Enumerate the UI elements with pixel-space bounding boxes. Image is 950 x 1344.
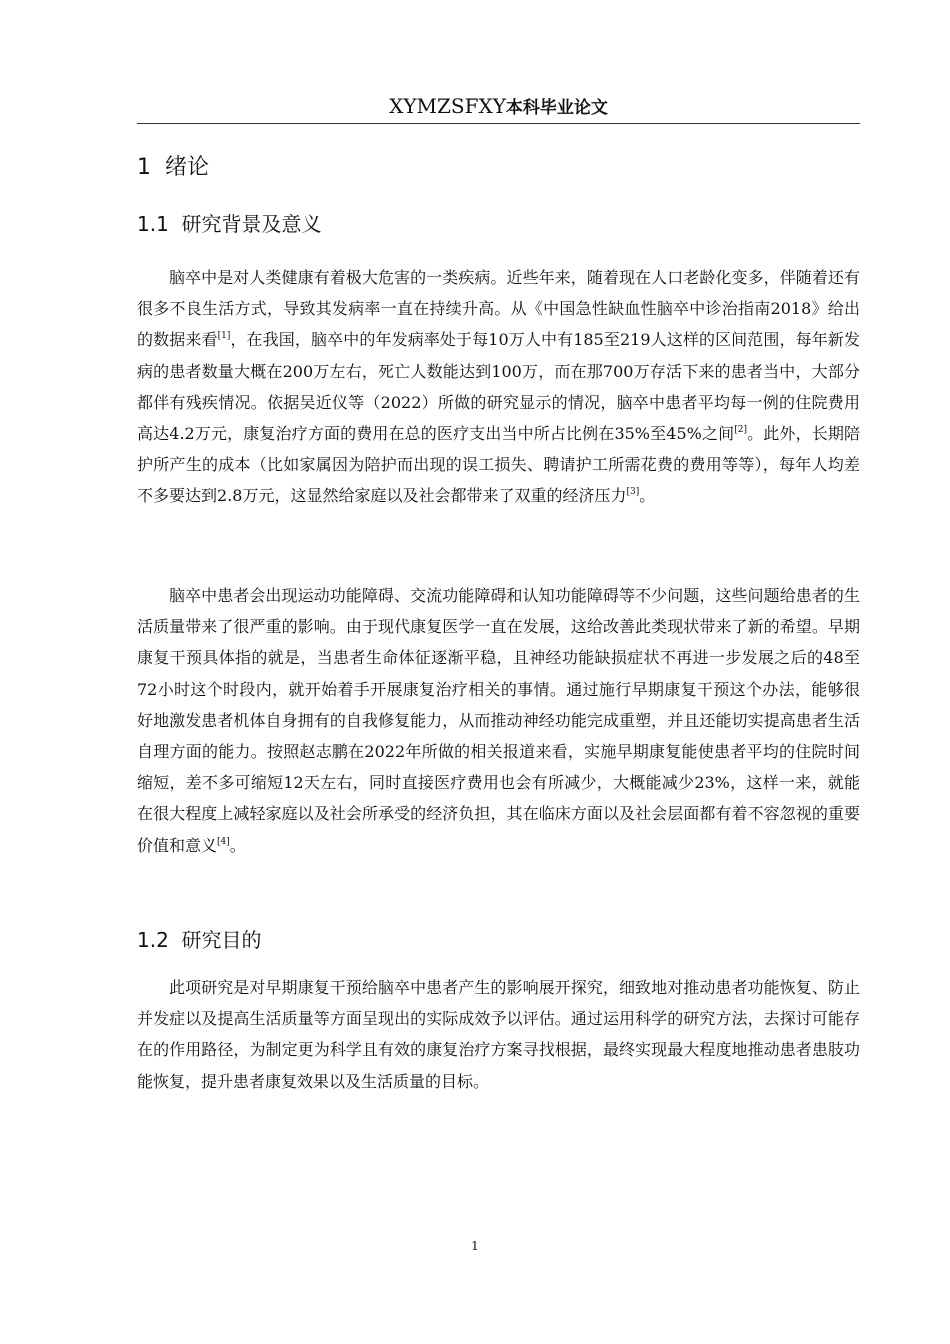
section-heading-1-2 <box>137 924 262 953</box>
text-run: 。此外，长期陪护所产生的成本（比如家属因为陪护而出现的误工损失、聘请护工所需花费的费用等等），每年人均差不多要达到2.8万元，这显然给家庭以及社会都带来了双重的经济压力 <box>137 424 860 506</box>
header-title: 本科毕业论文 <box>505 98 608 118</box>
citation-ref: [1] <box>217 331 231 342</box>
chapter-heading <box>137 150 209 181</box>
page-number: 1 <box>471 1239 479 1253</box>
paragraph-purpose <box>137 972 860 1097</box>
citation-ref: [4] <box>217 836 230 847</box>
paragraph-early-rehab <box>137 580 860 861</box>
text-run: 脑卒中患者会出现运动功能障碍、交流功能障碍和认知功能障碍等不少问题，这些问题给患者的生活质量带来了很严重的影响。由于现代康复医学一直在发展，这给改善此类现状带来了新的希望。早期康复干预具体指的就是，当患者生命体征逐渐平稳，且神经功能缺损症状不再进一步发展之后的48至72小时这个时段内，就开始着手开展康复治疗相关的事情。通过施行早期康复干预这个办法，能够很好地激发患者机体自身拥有的自我修复能力，从而推动神经功能完成重塑，并且还能切实提高患者生活自理方面的能力。按照赵志鹏在2022年所做的相关报道来看，实施早期康复能使患者平均的住院时间缩短，差不多可缩短12天左右，同时直接医疗费用也会有所减少，大概能减少23%，这样一来，就能在很大程度上减轻家庭以及社会所承受的经济负担，其在临床方面以及社会层面都有着不容忽视的重要价值和意义 <box>137 586 860 855</box>
text-run: 此项研究是对早期康复干预给脑卒中患者产生的影响展开探究，细致地对推动患者功能恢复、防止并发症以及提高生活质量等方面呈现出的实际成效予以评估。通过运用科学的研究方法，去探讨可能存在的作用路径，为制定更为科学且有效的康复治疗方案寻找根据，最终实现最大程度地推动患者患肢功能恢复，提升患者康复效果以及生活质量的目标。 <box>137 978 860 1091</box>
section-title: 研究目的 <box>181 928 262 952</box>
paragraph-background <box>137 262 860 512</box>
chapter-title: 绪论 <box>165 155 210 180</box>
section-number: 1.1 <box>137 212 169 236</box>
citation-ref: [2] <box>734 425 748 436</box>
text-run: 。 <box>229 835 246 855</box>
text-run: 。 <box>639 486 656 506</box>
chapter-number: 1 <box>137 155 151 180</box>
section-title: 研究背景及意义 <box>181 212 322 236</box>
text-run: 脑卒中是对人类健康有着极大危害的一类疾病。近些年来，随着现在人口老龄化变多，伴随着还有很多不良生活方式，导致其发病率一直在持续升高。从《中国急性缺血性脑卒中诊治指南2018》给出的数据来看 <box>137 268 860 350</box>
section-number: 1.2 <box>137 928 169 952</box>
page-header <box>137 93 860 124</box>
citation-ref: [3] <box>626 487 640 498</box>
text-run: ，在我国，脑卒中的年发病率处于每10万人中有185至219人这样的区间范围，每年新发病的患者数量大概在200万左右，死亡人数能达到100万，而在那700万存活下来的患者当中，大部分都伴有残疾情况。依据吴近仪等（2022）所做的研究显示的情况，脑卒中患者平均每一例的住院费用高达4.2万元，康复治疗方面的费用在总的医疗支出当中所占比例在35%至45%之间 <box>137 330 860 444</box>
section-heading-1-1 <box>137 208 322 237</box>
header-latin: XYMZSFXY <box>389 94 506 118</box>
